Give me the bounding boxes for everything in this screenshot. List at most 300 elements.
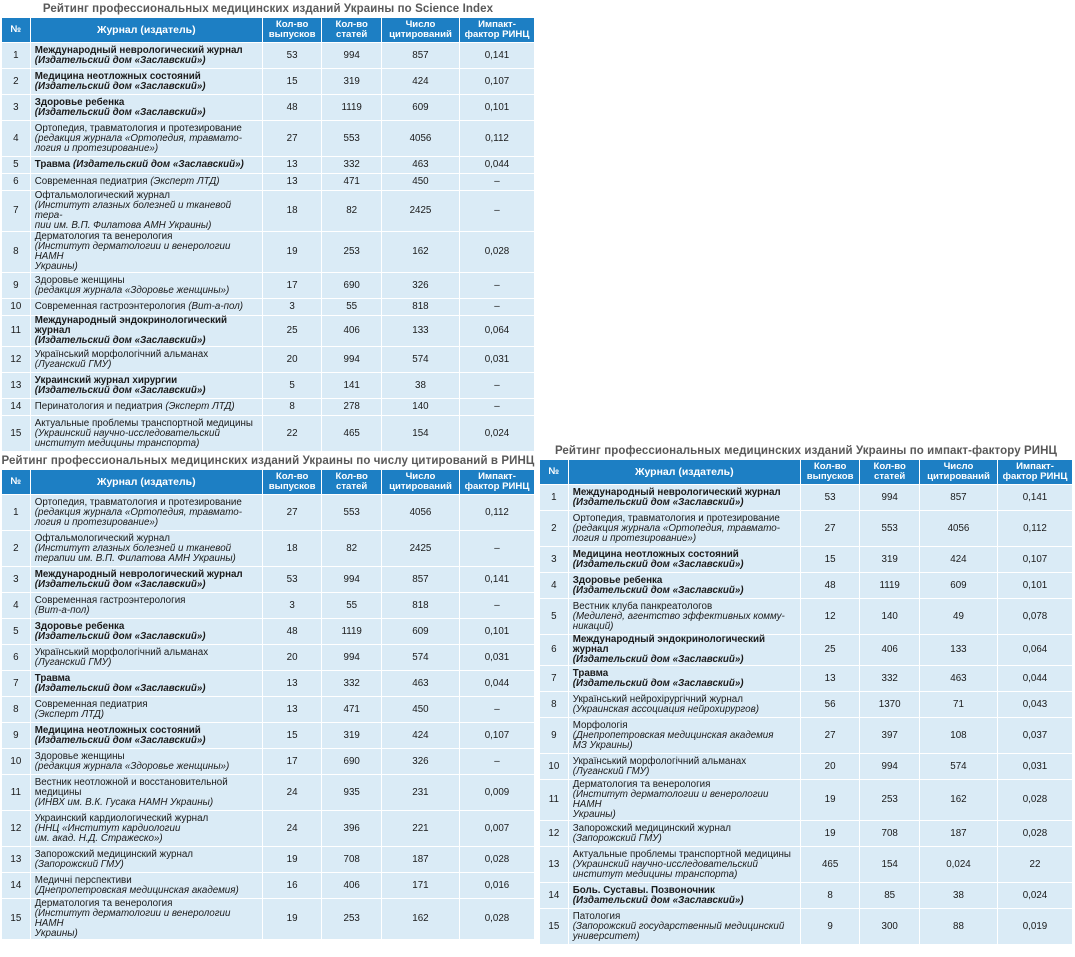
journal-name: Дерматология та венерология	[34, 898, 173, 909]
impact-factor: 0,028	[460, 899, 534, 939]
citations-count: 231	[382, 775, 459, 810]
impact-factor: 0,007	[460, 811, 534, 846]
journal-name: Здоровье женщины	[34, 750, 125, 762]
issues-count: 13	[263, 697, 322, 722]
impact-factor: 0,019	[998, 909, 1072, 944]
journal-publisher: (редакция журнала «Ортопедия, травмато- логия и протезирование»)	[572, 522, 780, 544]
articles-count: 708	[322, 847, 381, 872]
journal-cell	[569, 754, 800, 779]
table-row	[540, 573, 1072, 598]
impact-factor: 0,141	[460, 567, 534, 592]
issues-count: 27	[263, 121, 322, 156]
impact-factor: –	[460, 399, 534, 415]
issues-count: 20	[263, 645, 322, 670]
row-number: 15	[540, 909, 568, 944]
journal-name: Дерматология та венерология	[34, 231, 173, 242]
issues-count: 22	[263, 416, 322, 451]
table-row	[540, 692, 1072, 717]
issues-count: 16	[263, 873, 322, 898]
header-citations: Число цитирований	[382, 18, 459, 42]
issues-count: 19	[263, 847, 322, 872]
journal-cell	[31, 157, 262, 173]
table-row	[540, 547, 1072, 572]
journal-name: Ортопедия, травматология и протезирование	[34, 122, 242, 134]
issues-count: 15	[263, 69, 322, 94]
citations-count: 38	[920, 883, 997, 908]
journal-cell	[31, 273, 262, 298]
journal-name: Актуальные проблемы транспортной медицины	[572, 848, 791, 860]
issues-count: 17	[263, 749, 322, 774]
impact-factor: 0,031	[460, 645, 534, 670]
header-num: №	[540, 460, 568, 484]
journal-publisher: (Издательский дом «Заславский»)	[34, 80, 206, 92]
row-number: 1	[2, 495, 30, 530]
table-title: Рейтинг профессиональных медицинских изданий Украины по импакт-фактору РИНЦ	[554, 445, 1058, 457]
articles-count: 994	[322, 645, 381, 670]
articles-count: 319	[322, 723, 381, 748]
journal-cell	[31, 619, 262, 644]
issues-count: 48	[263, 619, 322, 644]
citations-count: 463	[382, 671, 459, 696]
row-number: 3	[540, 547, 568, 572]
journal-name: Украинский журнал хирургии	[34, 374, 178, 386]
citations-count: 609	[382, 95, 459, 120]
journal-name: Здоровье ребенка	[34, 620, 125, 632]
impact-factor: 0,024	[460, 416, 534, 451]
impact-factor: –	[460, 191, 534, 231]
issues-count: 13	[801, 666, 860, 691]
articles-count: 708	[860, 821, 919, 846]
citations-count: 154	[382, 416, 459, 451]
impact-factor: 0,112	[998, 511, 1072, 546]
row-number: 4	[540, 573, 568, 598]
articles-count: 140	[860, 599, 919, 634]
row-number: 14	[2, 873, 30, 898]
table-row	[540, 821, 1072, 846]
articles-count: 406	[322, 873, 381, 898]
impact-factor: 0,028	[998, 821, 1072, 846]
journal-publisher: (Издательский дом «Заславский»)	[572, 654, 744, 665]
articles-count: 55	[322, 299, 381, 315]
science-index-table-block	[1, 1, 535, 452]
table-row	[2, 811, 534, 846]
journal-name: Український морфологічний альманах	[34, 348, 209, 360]
articles-count: 994	[860, 754, 919, 779]
row-number: 13	[2, 373, 30, 398]
impact-factor: 0,112	[460, 495, 534, 530]
citations-count: 463	[382, 157, 459, 173]
journal-name: Боль. Суставы. Позвоночник	[572, 884, 715, 896]
impact-factor: 0,112	[460, 121, 534, 156]
citations-count: 4056	[382, 495, 459, 530]
journal-name: Международный неврологический журнал	[34, 568, 243, 580]
citations-count: 2425	[382, 531, 459, 566]
impact-factor: 0,141	[460, 43, 534, 68]
journal-name: Перинатология и педиатрия	[34, 401, 163, 412]
row-number: 1	[540, 485, 568, 510]
citations-count: 424	[382, 723, 459, 748]
issues-count: 20	[263, 347, 322, 372]
row-number: 10	[2, 749, 30, 774]
table-row	[2, 373, 534, 398]
issues-count: 20	[801, 754, 860, 779]
articles-count: 1119	[860, 573, 919, 598]
impact-factor: 0,043	[998, 692, 1072, 717]
impact-factor: –	[460, 299, 534, 315]
citations-count: 71	[920, 692, 997, 717]
articles-count: 332	[322, 671, 381, 696]
journal-name: Медичні перспективи	[34, 874, 132, 886]
impact-factor: 0,024	[998, 883, 1072, 908]
citations-count: 49	[920, 599, 997, 634]
journal-name: Український морфологічний альманах	[572, 755, 747, 767]
impact-factor: 0,009	[460, 775, 534, 810]
header-articles: Кол-во статей	[860, 460, 919, 484]
citations-count: 162	[382, 232, 459, 272]
journal-cell	[569, 599, 800, 634]
journal-name: Запорожский медицинский журнал	[34, 848, 194, 860]
journal-publisher: (Вит-а-пол)	[34, 604, 90, 616]
table-row	[540, 511, 1072, 546]
articles-count: 300	[860, 909, 919, 944]
issues-count: 24	[263, 775, 322, 810]
journal-publisher: (Луганский ГМУ)	[572, 765, 650, 777]
issues-count: 9	[801, 909, 860, 944]
row-number: 5	[540, 599, 568, 634]
journal-name: Травма	[34, 672, 71, 684]
row-number: 1	[2, 43, 30, 68]
header-impact: Импакт-фактор РИНЦ	[998, 460, 1072, 484]
journal-publisher: (Институт дерматологии и венерологии НАМН Украины)	[572, 789, 769, 820]
row-number: 15	[2, 899, 30, 939]
impact-factor: 0,016	[460, 873, 534, 898]
journal-name: Здоровье женщины	[34, 274, 125, 286]
journal-cell	[569, 847, 800, 882]
journal-name: Медицина неотложных состояний	[34, 724, 201, 736]
journal-name: Международный неврологический журнал	[572, 486, 781, 498]
issues-count: 13	[263, 157, 322, 173]
journal-cell	[31, 174, 262, 190]
journal-name: Травма	[572, 667, 609, 679]
articles-count: 553	[860, 511, 919, 546]
journal-publisher: (ИНВХ им. В.К. Гусака НАМН Украины)	[34, 796, 214, 808]
journal-publisher: (Издательский дом «Заславский»)	[34, 106, 206, 118]
table-row	[2, 157, 534, 173]
journal-publisher: (Запорожский ГМУ)	[572, 832, 662, 844]
header-articles: Кол-во статей	[322, 18, 381, 42]
journal-publisher: (Издательский дом «Заславский»)	[572, 894, 744, 906]
table-row	[2, 671, 534, 696]
row-number: 8	[2, 697, 30, 722]
articles-count: 471	[322, 174, 381, 190]
journal-cell	[31, 399, 262, 415]
impact-factor: 0,044	[460, 671, 534, 696]
citations-count: 162	[920, 780, 997, 820]
citations-count: 450	[382, 697, 459, 722]
articles-count: 141	[322, 373, 381, 398]
citations-count: 818	[382, 299, 459, 315]
journal-name: Международный эндокринологический журнал	[34, 315, 228, 336]
journal-publisher: (Издательский дом «Заславский»)	[34, 630, 206, 642]
header-journal: Журнал (издатель)	[31, 18, 262, 42]
header-impact: Импакт-фактор РИНЦ	[460, 470, 534, 494]
journal-publisher: (Издательский дом «Заславский»)	[34, 734, 206, 746]
journal-publisher: (Украинская ассоциация нейрохирургов)	[572, 703, 759, 715]
articles-count: 690	[322, 273, 381, 298]
issues-count: 27	[263, 495, 322, 530]
journal-cell	[31, 847, 262, 872]
table-row	[2, 567, 534, 592]
citations-count: 463	[920, 666, 997, 691]
impact-factor: 0,037	[998, 718, 1072, 753]
articles-count: 935	[322, 775, 381, 810]
table-row	[2, 191, 534, 231]
row-number: 4	[2, 593, 30, 618]
journal-name: Офтальмологический журнал	[34, 190, 171, 201]
issues-count: 56	[801, 692, 860, 717]
impact-factor: –	[460, 593, 534, 618]
journal-name: Дерматология та венерология	[572, 779, 711, 790]
row-number: 5	[2, 619, 30, 644]
articles-count: 154	[860, 847, 919, 882]
issues-count: 8	[263, 399, 322, 415]
row-number: 8	[540, 692, 568, 717]
articles-count: 1119	[322, 619, 381, 644]
journal-publisher: (Издательский дом «Заславский»)	[572, 496, 744, 508]
impact-factor: 0,031	[460, 347, 534, 372]
citations-count: 818	[382, 593, 459, 618]
table-row	[2, 723, 534, 748]
journal-name: Морфологія	[572, 719, 628, 731]
issues-count: 15	[801, 547, 860, 572]
journal-cell	[569, 547, 800, 572]
citations-count: 4056	[382, 121, 459, 156]
row-number: 6	[2, 645, 30, 670]
table-row	[2, 69, 534, 94]
impact-factor: 0,101	[460, 95, 534, 120]
journal-publisher: (Издательский дом «Заславский»)	[34, 335, 206, 346]
journal-cell	[31, 232, 262, 272]
journal-cell	[31, 373, 262, 398]
articles-count: 253	[322, 232, 381, 272]
journal-publisher: (Эксперт ЛТД)	[150, 176, 220, 187]
citations-count: 326	[382, 273, 459, 298]
header-impact: Импакт-фактор РИНЦ	[460, 18, 534, 42]
journal-name: Офтальмологический журнал	[34, 532, 171, 544]
citations-count: 574	[382, 347, 459, 372]
journal-publisher: (Издательский дом «Заславский»)	[572, 584, 744, 596]
header-issues: Кол-во выпусков	[801, 460, 860, 484]
citations-count: 133	[382, 316, 459, 346]
row-number: 3	[2, 567, 30, 592]
ranking-table	[539, 459, 1073, 945]
table-row	[2, 316, 534, 346]
row-number: 12	[2, 811, 30, 846]
table-title: Рейтинг профессиональных медицинских изданий Украины по числу цитирований в РИНЦ	[1, 455, 535, 467]
header-journal: Журнал (издатель)	[31, 470, 262, 494]
header-journal: Журнал (издатель)	[569, 460, 800, 484]
table-row	[2, 531, 534, 566]
journal-publisher: (редакция журнала «Ортопедия, травмато- логия и протезирование»)	[34, 132, 242, 154]
citations-count: 0,024	[920, 847, 997, 882]
table-row	[2, 273, 534, 298]
journal-publisher: (Институт дерматологии и венерологии НАМН Украины)	[34, 241, 231, 272]
impact-factor: –	[460, 531, 534, 566]
citations-count: 187	[382, 847, 459, 872]
impact-factor: 0,064	[998, 635, 1072, 665]
header-issues: Кол-во выпусков	[263, 18, 322, 42]
impact-factor: 0,107	[998, 547, 1072, 572]
articles-count: 397	[860, 718, 919, 753]
journal-publisher: (Издательский дом «Заславский»)	[34, 384, 206, 396]
header-citations: Число цитирований	[920, 460, 997, 484]
impact-factor: 0,028	[460, 232, 534, 272]
table-row	[2, 121, 534, 156]
row-number: 6	[540, 635, 568, 665]
row-number: 12	[540, 821, 568, 846]
impact-factor: 0,044	[460, 157, 534, 173]
table-row	[540, 780, 1072, 820]
journal-cell	[31, 95, 262, 120]
impact-factor: –	[460, 373, 534, 398]
journal-cell	[31, 775, 262, 810]
articles-count: 690	[322, 749, 381, 774]
journal-cell	[31, 347, 262, 372]
issues-count: 27	[801, 511, 860, 546]
journal-publisher: (ННЦ «Институт кардиологии им. акад. Н.Д. Стражеско»)	[34, 822, 181, 844]
table-row	[2, 416, 534, 451]
articles-count: 319	[860, 547, 919, 572]
table-row	[2, 299, 534, 315]
journal-publisher: (редакция журнала «Здоровье женщины»)	[34, 284, 230, 296]
citations-count: 857	[920, 485, 997, 510]
issues-count: 19	[263, 232, 322, 272]
citations-count: 221	[382, 811, 459, 846]
issues-count: 17	[263, 273, 322, 298]
table-row	[2, 174, 534, 190]
table-row	[540, 666, 1072, 691]
journal-publisher: (Институт глазных болезней и тканевой тера- пии им. В.П. Филатова АМН Украины)	[34, 200, 232, 231]
impact-factor: 0,101	[998, 573, 1072, 598]
journal-cell	[31, 121, 262, 156]
table-row	[540, 635, 1072, 665]
issues-count: 48	[801, 573, 860, 598]
journal-publisher: (Институт дерматологии и венерологии НАМН Украины)	[34, 908, 231, 939]
journal-name: Медицина неотложных состояний	[34, 70, 201, 82]
journal-publisher: (Издательский дом «Заславский»)	[34, 682, 206, 694]
row-number: 10	[540, 754, 568, 779]
journal-publisher: (Днепропетровская медицинская академия)	[34, 884, 239, 896]
journal-publisher: (Днепропетровская медицинская академия МЗ Украины)	[572, 729, 774, 751]
journal-cell	[31, 873, 262, 898]
journal-cell	[31, 593, 262, 618]
issues-count: 24	[263, 811, 322, 846]
row-number: 15	[2, 416, 30, 451]
impact-factor-table-block	[539, 443, 1073, 945]
articles-count: 994	[860, 485, 919, 510]
articles-count: 994	[322, 43, 381, 68]
issues-count: 8	[801, 883, 860, 908]
table-row	[540, 718, 1072, 753]
journal-name: Травма	[34, 159, 71, 170]
journal-name: Український нейрохірургічний журнал	[572, 693, 743, 705]
citations-count: 140	[382, 399, 459, 415]
row-number: 13	[540, 847, 568, 882]
issues-count: 465	[801, 847, 860, 882]
articles-count: 465	[322, 416, 381, 451]
journal-publisher: (Запорожский ГМУ)	[34, 858, 124, 870]
journal-name: Международный неврологический журнал	[34, 44, 243, 56]
articles-count: 406	[860, 635, 919, 665]
impact-factor: 0,101	[460, 619, 534, 644]
journal-cell	[31, 495, 262, 530]
articles-count: 85	[860, 883, 919, 908]
journal-cell	[31, 531, 262, 566]
table-row	[2, 347, 534, 372]
articles-count: 253	[322, 899, 381, 939]
citations-count: 424	[920, 547, 997, 572]
citations-count: 4056	[920, 511, 997, 546]
row-number: 3	[2, 95, 30, 120]
citations-count: 609	[382, 619, 459, 644]
table-row	[2, 749, 534, 774]
impact-factor: 0,031	[998, 754, 1072, 779]
issues-count: 25	[263, 316, 322, 346]
table-row	[2, 775, 534, 810]
citations-count: 857	[382, 43, 459, 68]
journal-cell	[569, 821, 800, 846]
journal-name: Современная гастроэнтерология	[34, 301, 186, 312]
impact-factor: 0,141	[998, 485, 1072, 510]
journal-name: Вестник неотложной и восстановительной медицины	[34, 776, 228, 798]
impact-factor: 22	[998, 847, 1072, 882]
journal-cell	[31, 567, 262, 592]
table-row	[2, 593, 534, 618]
journal-name: Патология	[572, 910, 621, 922]
impact-factor: 0,064	[460, 316, 534, 346]
journal-cell	[569, 511, 800, 546]
table-row	[2, 697, 534, 722]
impact-factor: 0,028	[460, 847, 534, 872]
issues-count: 25	[801, 635, 860, 665]
journal-publisher: (Эксперт ЛТД)	[34, 708, 105, 720]
articles-count: 253	[860, 780, 919, 820]
ranking-table	[1, 17, 535, 452]
row-number: 7	[2, 671, 30, 696]
header-articles: Кол-во статей	[322, 470, 381, 494]
issues-count: 18	[263, 531, 322, 566]
journal-publisher: (Издательский дом «Заславский»)	[572, 677, 744, 689]
articles-count: 994	[322, 567, 381, 592]
impact-factor: 0,078	[998, 599, 1072, 634]
row-number: 10	[2, 299, 30, 315]
row-number: 9	[540, 718, 568, 753]
header-issues: Кол-во выпусков	[263, 470, 322, 494]
row-number: 11	[2, 316, 30, 346]
row-number: 4	[2, 121, 30, 156]
citations-count: 38	[382, 373, 459, 398]
row-number: 7	[540, 666, 568, 691]
header-citations: Число цитирований	[382, 470, 459, 494]
row-number: 2	[2, 69, 30, 94]
issues-count: 3	[263, 593, 322, 618]
articles-count: 278	[322, 399, 381, 415]
row-number: 11	[2, 775, 30, 810]
journal-publisher: (Украинский научно-исследовательский институт медицины транспорта)	[572, 858, 758, 880]
journal-cell	[31, 671, 262, 696]
articles-count: 1119	[322, 95, 381, 120]
table-row	[2, 847, 534, 872]
